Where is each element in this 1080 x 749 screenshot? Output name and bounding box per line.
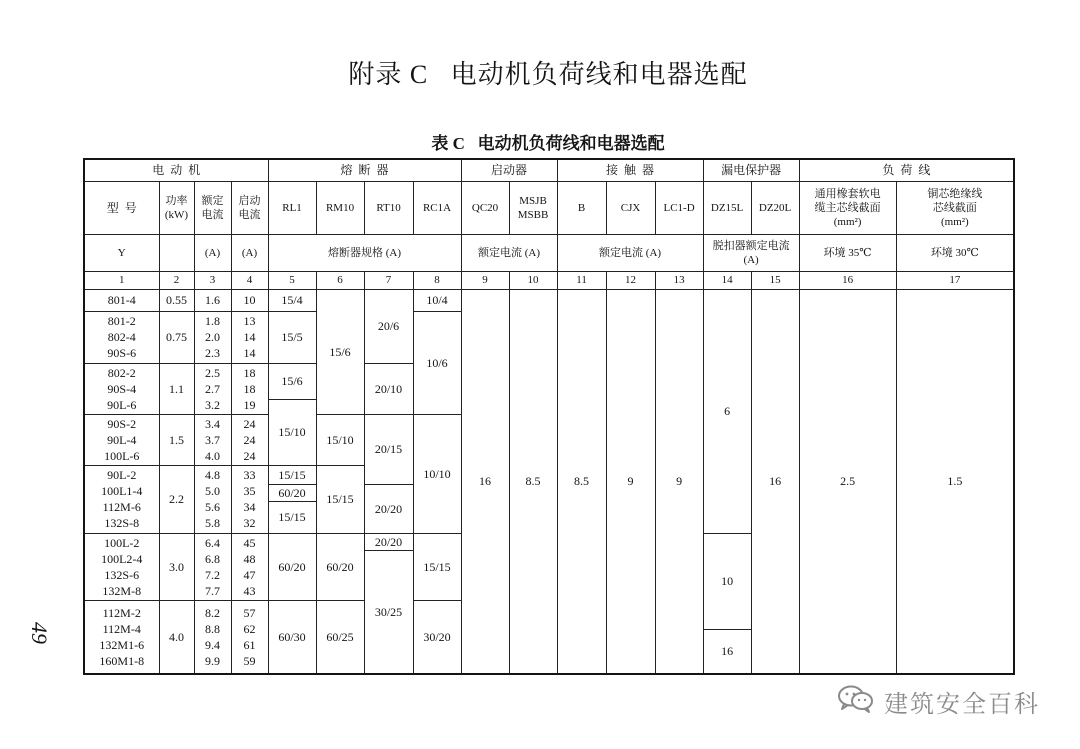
rated-current-line: 6.4 — [205, 535, 220, 550]
start-current-cell — [231, 414, 268, 465]
group-header-contactor: 接 触 器 — [557, 159, 703, 181]
header-copper-wire-line: 芯线截面 — [932, 201, 977, 214]
rated-current-line: 2.3 — [205, 346, 220, 360]
start-current-line: 43 — [243, 583, 256, 598]
column-number: 10 — [509, 271, 557, 289]
rm10-cell: 15/6 — [316, 289, 364, 414]
group-header-starter: 启动器 — [461, 159, 557, 181]
start-current-line: 32 — [243, 516, 256, 530]
start-current-cell — [231, 600, 268, 674]
model-line: 100L1-4 — [101, 484, 143, 498]
rc1a-cell: 10/10 — [413, 414, 461, 533]
dz20l-cell: 16 — [751, 289, 799, 674]
rated-current-cell — [194, 600, 231, 674]
header-start-current-line: 启动 — [238, 194, 261, 207]
rated-current-line: 5.8 — [205, 516, 220, 530]
model-line: 801-2 — [107, 314, 136, 328]
rated-current-line: 9.9 — [205, 653, 220, 668]
header-copper-wire-line: 铜芯绝缘线 — [927, 187, 983, 200]
model-line: 801-4 — [107, 293, 136, 307]
start-current-line: 35 — [243, 484, 256, 498]
start-current-line: 61 — [243, 637, 256, 652]
rated-current-line: 7.7 — [205, 583, 220, 598]
header-cjx: CJX — [606, 181, 655, 234]
column-number: 5 — [268, 271, 316, 289]
table-row — [84, 289, 1014, 311]
unit-trip-rated — [703, 234, 799, 271]
column-number: 17 — [896, 271, 1014, 289]
rl1-cell: 15/5 — [268, 311, 316, 363]
model-line: 90L-2 — [107, 468, 137, 482]
rated-current-line: 9.4 — [205, 637, 220, 652]
header-b: B — [557, 181, 606, 234]
header-dz20l: DZ20L — [751, 181, 799, 234]
model-line: 802-2 — [107, 365, 136, 380]
header-copper-wire — [896, 181, 1014, 234]
rated-current-line: 1.8 — [205, 314, 220, 328]
header-power — [159, 181, 194, 234]
group-header-leakage-protector: 漏电保护器 — [703, 159, 799, 181]
start-current-line: 24 — [243, 416, 256, 431]
rated-current-line: 5.0 — [205, 484, 220, 498]
qc20-cell: 16 — [461, 289, 509, 674]
column-number: 6 — [316, 271, 364, 289]
rl1-cell: 15/10 — [268, 399, 316, 465]
power-cell: 4.0 — [159, 600, 194, 674]
model-line: 100L-6 — [104, 448, 140, 463]
rm10-cell: 60/20 — [316, 533, 364, 600]
start-current-line: 10 — [243, 293, 256, 307]
header-rc1a: RC1A — [413, 181, 461, 234]
column-number: 11 — [557, 271, 606, 289]
start-current-line: 45 — [243, 535, 256, 550]
power-cell: 3.0 — [159, 533, 194, 600]
power-cell: 0.55 — [159, 289, 194, 311]
power-cell: 0.75 — [159, 311, 194, 363]
rm10-cell: 60/25 — [316, 600, 364, 674]
power-cell: 1.1 — [159, 363, 194, 414]
unit-contactor-rated: 额定电流 (A) — [557, 234, 703, 271]
unit-trip-rated-line: 脱扣器额定电流 — [712, 239, 790, 252]
rated-current-cell — [194, 363, 231, 414]
model-line: 100L2-4 — [101, 551, 143, 566]
start-current-line: 19 — [243, 397, 256, 412]
rc1a-cell: 10/4 — [413, 289, 461, 311]
header-power-line: 功率 — [165, 194, 188, 207]
rated-current-line: 4.0 — [205, 448, 220, 463]
header-msjb-line: MSJB — [519, 194, 547, 207]
model-cell — [84, 600, 159, 674]
model-line: 132S-8 — [104, 516, 140, 530]
header-power-line: (kW) — [164, 208, 189, 221]
page-title: 附录 C 电动机负荷线和电器选配 — [348, 60, 748, 89]
rated-current-line: 8.2 — [205, 605, 220, 620]
rt10-cell: 30/25 — [364, 550, 413, 674]
model-line: 132M-8 — [102, 583, 142, 598]
model-line: 112M-4 — [102, 621, 141, 636]
column-number: 2 — [159, 271, 194, 289]
model-cell — [84, 533, 159, 600]
header-copper-wire-line: (mm²) — [940, 215, 969, 228]
power-cell: 2.2 — [159, 465, 194, 533]
column-number: 9 — [461, 271, 509, 289]
unit-model: Y — [84, 234, 159, 271]
model-line: 160M1-8 — [99, 653, 145, 668]
rated-current-line: 2.0 — [205, 330, 220, 344]
start-current-cell — [231, 289, 268, 311]
unit-starter-rated: 额定电流 (A) — [461, 234, 557, 271]
rated-current-line: 3.4 — [205, 416, 220, 431]
model-line: 112M-2 — [102, 605, 141, 620]
column-number: 4 — [231, 271, 268, 289]
dz15l-cell: 16 — [703, 629, 751, 674]
wechat-icon — [836, 684, 876, 719]
rl1-cell: 60/20 — [268, 484, 316, 501]
column-number: 12 — [606, 271, 655, 289]
rl1-cell: 15/6 — [268, 363, 316, 399]
b-cell: 8.5 — [557, 289, 606, 674]
dz15l-cell: 10 — [703, 533, 751, 629]
column-number: 3 — [194, 271, 231, 289]
column-header-row — [84, 181, 1014, 234]
rl1-cell: 15/15 — [268, 501, 316, 533]
start-current-line: 33 — [243, 468, 256, 482]
copper-wire-cell: 1.5 — [896, 289, 1014, 674]
start-current-line: 14 — [243, 346, 256, 360]
model-line: 90L-6 — [107, 397, 137, 412]
model-line: 112M-6 — [102, 500, 141, 514]
header-model: 型 号 — [84, 181, 159, 234]
page-number: 49 — [27, 622, 52, 644]
column-number: 16 — [799, 271, 896, 289]
start-current-line: 48 — [243, 551, 256, 566]
model-cell — [84, 414, 159, 465]
rated-current-line: 6.8 — [205, 551, 220, 566]
table-caption: 表 C 电动机负荷线和电器选配 — [431, 134, 665, 153]
header-rubber-cable-line: 缆主芯线截面 — [814, 201, 881, 214]
rated-current-line: 7.2 — [205, 567, 220, 582]
rl1-cell: 15/4 — [268, 289, 316, 311]
start-current-cell — [231, 465, 268, 533]
header-rubber-cable-line: (mm²) — [833, 215, 862, 228]
rated-current-cell — [194, 311, 231, 363]
rubber-cable-cell: 2.5 — [799, 289, 896, 674]
column-number-row — [84, 271, 1014, 289]
start-current-cell — [231, 311, 268, 363]
rc1a-cell: 30/20 — [413, 600, 461, 674]
model-line: 132M1-6 — [99, 637, 145, 652]
model-line: 90S-6 — [107, 346, 137, 360]
start-current-line: 34 — [243, 500, 256, 514]
unit-fuse-spec: 熔断器规格 (A) — [268, 234, 461, 271]
header-start-current-line: 电流 — [238, 208, 261, 221]
rated-current-line: 3.2 — [205, 397, 220, 412]
rated-current-cell — [194, 465, 231, 533]
model-cell — [84, 289, 159, 311]
lc1-d-cell: 9 — [655, 289, 703, 674]
group-header-row — [84, 159, 1014, 181]
unit-rated-current: (A) — [194, 234, 231, 271]
unit-power-blank — [159, 234, 194, 271]
rt10-cell: 20/20 — [364, 484, 413, 533]
start-current-line: 14 — [243, 330, 256, 344]
column-number: 8 — [413, 271, 461, 289]
start-current-line: 18 — [243, 381, 256, 396]
rm10-cell: 15/15 — [316, 465, 364, 533]
rated-current-cell — [194, 414, 231, 465]
rl1-cell: 60/20 — [268, 533, 316, 600]
rated-current-cell — [194, 533, 231, 600]
dz15l-cell: 6 — [703, 289, 751, 533]
model-line: 802-4 — [107, 330, 136, 344]
header-start-current — [231, 181, 268, 234]
rated-current-line: 2.5 — [205, 365, 220, 380]
model-line: 90S-4 — [107, 381, 137, 396]
header-qc20: QC20 — [461, 181, 509, 234]
rated-current-line: 5.6 — [205, 500, 220, 514]
header-rt10: RT10 — [364, 181, 413, 234]
start-current-line: 24 — [243, 432, 256, 447]
motor-selection-table — [83, 158, 1015, 675]
rm10-cell: 15/10 — [316, 414, 364, 465]
start-current-line: 62 — [243, 621, 256, 636]
rt10-cell: 20/6 — [364, 289, 413, 363]
rated-current-line: 2.7 — [205, 381, 220, 396]
model-cell — [84, 465, 159, 533]
unit-env-30: 环境 30℃ — [896, 234, 1014, 271]
watermark — [836, 684, 1040, 718]
header-rated-current — [194, 181, 231, 234]
header-msjb-msbb — [509, 181, 557, 234]
column-number: 7 — [364, 271, 413, 289]
model-line: 90S-2 — [107, 416, 137, 431]
header-rl1: RL1 — [268, 181, 316, 234]
power-cell: 1.5 — [159, 414, 194, 465]
start-current-line: 57 — [243, 605, 256, 620]
model-line: 132S-6 — [104, 567, 140, 582]
unit-start-current: (A) — [231, 234, 268, 271]
model-line: 90L-4 — [107, 432, 137, 447]
rated-current-line: 4.8 — [205, 468, 220, 482]
model-line: 100L-2 — [104, 535, 140, 550]
unit-env-35: 环境 35℃ — [799, 234, 896, 271]
start-current-cell — [231, 533, 268, 600]
model-cell — [84, 311, 159, 363]
rc1a-cell: 10/6 — [413, 311, 461, 414]
cjx-cell: 9 — [606, 289, 655, 674]
header-dz15l: DZ15L — [703, 181, 751, 234]
rt10-cell: 20/15 — [364, 414, 413, 484]
column-number: 14 — [703, 271, 751, 289]
msjb-cell: 8.5 — [509, 289, 557, 674]
header-rubber-cable-line: 通用橡套软电 — [814, 187, 881, 200]
header-msbb-line: MSBB — [517, 208, 549, 221]
header-rubber-cable — [799, 181, 896, 234]
rated-current-line: 3.7 — [205, 432, 220, 447]
header-rm10: RM10 — [316, 181, 364, 234]
start-current-line: 59 — [243, 653, 256, 668]
group-header-motor: 电 动 机 — [84, 159, 268, 181]
start-current-line: 13 — [243, 314, 256, 328]
header-rated-current-line: 电流 — [201, 208, 224, 221]
unit-row — [84, 234, 1014, 271]
rated-current-cell — [194, 289, 231, 311]
column-number: 13 — [655, 271, 703, 289]
column-number: 15 — [751, 271, 799, 289]
header-rated-current-line: 额定 — [201, 194, 224, 207]
rl1-cell: 60/30 — [268, 600, 316, 674]
group-header-load-line: 负 荷 线 — [799, 159, 1014, 181]
rl1-cell: 15/15 — [268, 465, 316, 484]
rc1a-cell: 15/15 — [413, 533, 461, 600]
unit-trip-rated-line: (A) — [743, 253, 759, 266]
rated-current-line: 8.8 — [205, 621, 220, 636]
rt10-cell: 20/20 — [364, 533, 413, 550]
column-number: 1 — [84, 271, 159, 289]
group-header-fuse: 熔 断 器 — [268, 159, 461, 181]
model-cell — [84, 363, 159, 414]
header-lc1-d: LC1-D — [655, 181, 703, 234]
start-current-line: 18 — [243, 365, 256, 380]
start-current-line: 47 — [243, 567, 256, 582]
start-current-line: 24 — [243, 448, 256, 463]
rated-current-line: 1.6 — [205, 293, 220, 307]
start-current-cell — [231, 363, 268, 414]
rt10-cell: 20/10 — [364, 363, 413, 414]
watermark-text: 建筑安全百科 — [884, 689, 1040, 718]
